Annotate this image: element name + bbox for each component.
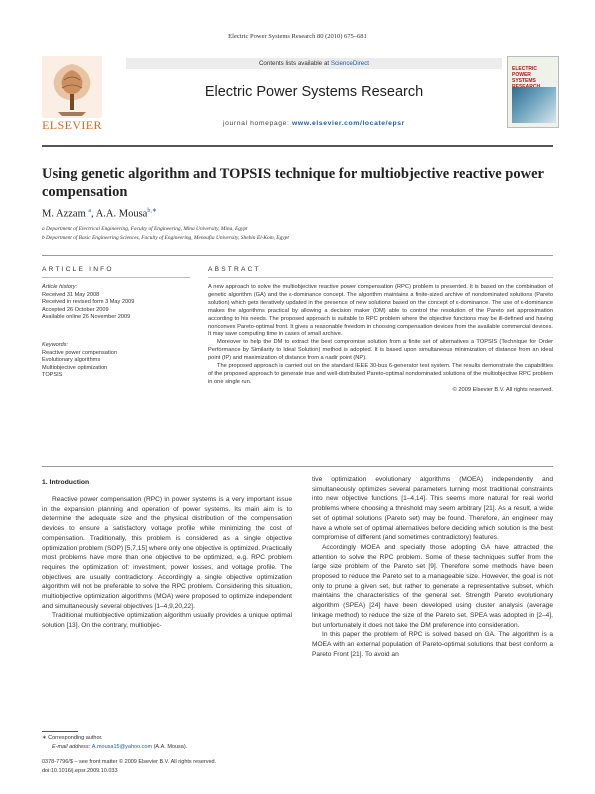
article-info-heading: ARTICLE INFO xyxy=(42,266,114,273)
elsevier-wordmark: ELSEVIER xyxy=(42,118,102,132)
info-divider xyxy=(42,255,553,256)
abstract-paragraph: The proposed approach is carried out on the standard IEEE 30-bus 6-generator test system. The results demonstrate the capabilities of the proposed approach to generate true and well-distributed Pareto-optimal nondominated solutions of the multiobjective RPC problem in one single run. xyxy=(208,363,553,385)
body-paragraph: tive optimization evolutionary algorithms (MOEA) independently and simultaneously optimizes several parameters turning most traditional constraints into new objective functions [1–4,14]. This seems more natural for real world problems where choosing a threshold may seem arbitrary [21]. As a result, a wide set of optimal solutions (Pareto set) may be found. Therefore, an engineer may have a whole set of optimal alternatives before deciding which solution is the best compromise of different (and sometimes contradictory) features. xyxy=(312,476,553,542)
history-received: Received 31 May 2008 xyxy=(42,291,100,298)
journal-homepage xyxy=(126,120,502,127)
body-paragraph: Accordingly MOEA and specially those adopting GA have attracted the attention to solve the RPC problem. Some of these techniques suffer from the large size problem of the Pareto set [9]. Therefore some methods have been proposed to reduce the Pareto set to a manageable size. However, the goal is not only to prune a given set, but rather to generate a representative subset, which maintains the characteristics of the general set. Strength Pareto evolutionary algorithm (SPEA) [24] have been developed using cluster analysis (average linkage method) to reduce the size of the Pareto set. SPEA was adopted in [2–4], but unfortunately it does not take the DM preference into consideration. xyxy=(312,543,553,629)
history-accepted: Accepted 26 October 2009 xyxy=(42,306,109,313)
body-paragraph: In this paper the problem of RPC is solved based on GA. The algorithm is a MOEA with an external population of Pareto-optimal solutions that best conform a Pareto Front [21]. To avoid an xyxy=(312,631,553,658)
keyword-item: TOPSIS xyxy=(42,372,63,378)
article-info-rule xyxy=(42,277,190,278)
abstract-copyright: © 2009 Elsevier B.V. All rights reserved. xyxy=(452,386,553,393)
history-revised: Received in revised form 3 May 2009 xyxy=(42,299,135,305)
body-paragraph: Reactive power compensation (RPC) in power systems is a very important issue in the expansion planning and operation of power systems. Its main aim is to determine the adequate size and the physical distribution of the compensation devices to ensure a satisfactory voltage profile while minimizing the cost of compensation. Traditionally, this problem is considered as a single objective optimization problem (SOP) [5,7,15] where only one objective is optimized. Practically most problems have more than one objective to be optimized, e.g. RPC problem requires the optimization of: investment, power losses, and voltage profile. The objectives are usually contradictory. Accordingly a single objective optimization algorithm will not be preferable to solve the RPC problem. Considering this situation, multiobjective optimization algorithms (MOA) were proposed to optimize independent and simultaneously several objectives [1–4,9,20,22]. xyxy=(42,496,292,610)
email-suffix: (A.A. Mousa). xyxy=(152,744,188,750)
journal-cover-thumbnail xyxy=(507,56,559,128)
journal-reference: Electric Power Systems Research 80 (2010) 675–681 xyxy=(228,33,367,40)
header-band xyxy=(126,69,502,138)
cover-image xyxy=(512,87,556,123)
author-mousa[interactable]: A.A. Mousa xyxy=(95,208,148,220)
author-email-note xyxy=(52,744,187,750)
article-title: Using genetic algorithm and TOPSIS technique for multiobjective reactive power compensation xyxy=(42,166,544,200)
author-azzam[interactable]: M. Azzam xyxy=(42,208,86,220)
email-label: E-mail address: xyxy=(52,744,92,750)
section-heading-introduction: 1. Introduction xyxy=(42,479,90,486)
affiliation-a: a Department of Electrical Engineering, Faculty of Engineering, Mina University, Mina, Egypt xyxy=(42,226,248,232)
author-mousa-affil: b,∗ xyxy=(147,208,157,214)
abstract-heading: ABSTRACT xyxy=(208,266,261,273)
abstract-body xyxy=(208,284,553,395)
keywords-label: Keywords: xyxy=(42,342,69,348)
author-email-link[interactable]: A.mousa15@yahoo.com xyxy=(91,744,153,750)
abstract-paragraph: A new approach to solve the multiobjective reactive power compensation (RPC) problem is presented. It is based on the combination of genetic algorithm (GA) and the ε-dominance concept. The algorithm maintains a finite-sized archive of nondominated solutions (Pareto solution) which gets iteratively updated in the presence of new solutions based on the concept of ε-dominance. The use of ε-dominance makes the algorithms practical by allowing a decision maker (DM) able to control the resolution of the Pareto set approximation according to his needs. The proposed approach is suitable to RPC problem where the objective functions may be ill-defined and having nonconvex Pareto-optimal front. It gives a reasonable freedom in choosing compensation devices from the available commercial devices. It may save computing time in cases of small archive. xyxy=(208,284,553,338)
body-divider xyxy=(42,466,553,467)
footnote-rule xyxy=(42,731,78,732)
authors xyxy=(42,207,157,220)
keyword-item: Multiobjective optimization xyxy=(42,364,108,371)
abstract-paragraph: Moreover to help the DM to extract the best compromise solution from a finite set of alternatives a TOPSIS (Technique for Order Performance by Similarity to Ideal Solution) method is adopted. It is based upon simultaneous minimization of distance from an ideal point (IP) and maximization of distance from a nadir point (NP). xyxy=(208,339,553,362)
author-azzam-affil: a xyxy=(88,208,92,214)
article-history xyxy=(42,284,190,322)
doi-line[interactable]: doi:10.1016/j.epsr.2009.10.033 xyxy=(42,768,118,774)
body-column-right xyxy=(312,475,553,659)
affiliation-b: b Department of Basic Engineering Sciences, Faculty of Engineering, Menoufia University, Shebin El-Kom, Egypt xyxy=(42,235,289,241)
homepage-prefix: journal homepage: xyxy=(223,120,293,127)
contents-prefix: Contents lists available at xyxy=(258,60,331,67)
author-separator: , xyxy=(91,208,96,220)
issn-line: 0378-7796/$ – see front matter © 2009 Elsevier B.V. All rights reserved. xyxy=(42,759,217,765)
contents-bar xyxy=(126,58,502,69)
keywords xyxy=(42,342,190,380)
history-online: Available online 26 November 2009 xyxy=(42,314,131,320)
keyword-item: Reactive power compensation xyxy=(42,349,117,356)
history-label: Article history: xyxy=(42,284,78,290)
body-paragraph: Traditional multiobjective optimization algorithm usually provides a unique optimal solution [13]. On the contrary, multiobjec- xyxy=(42,612,292,630)
keyword-item: Evolutionary algorithms xyxy=(42,357,101,363)
body-column-left xyxy=(42,495,292,631)
journal-title: Electric Power Systems Research xyxy=(204,84,424,100)
header-rule xyxy=(42,145,553,147)
cover-title: ELECTRIC POWER SYSTEMS xyxy=(512,66,537,84)
homepage-link[interactable]: www.elsevier.com/locate/epsr xyxy=(292,120,405,127)
abstract-rule xyxy=(208,277,553,278)
sciencedirect-link[interactable]: ScienceDirect xyxy=(330,60,370,67)
corresponding-author-note: ∗ Corresponding author. xyxy=(42,735,103,741)
journal-header xyxy=(42,58,502,138)
